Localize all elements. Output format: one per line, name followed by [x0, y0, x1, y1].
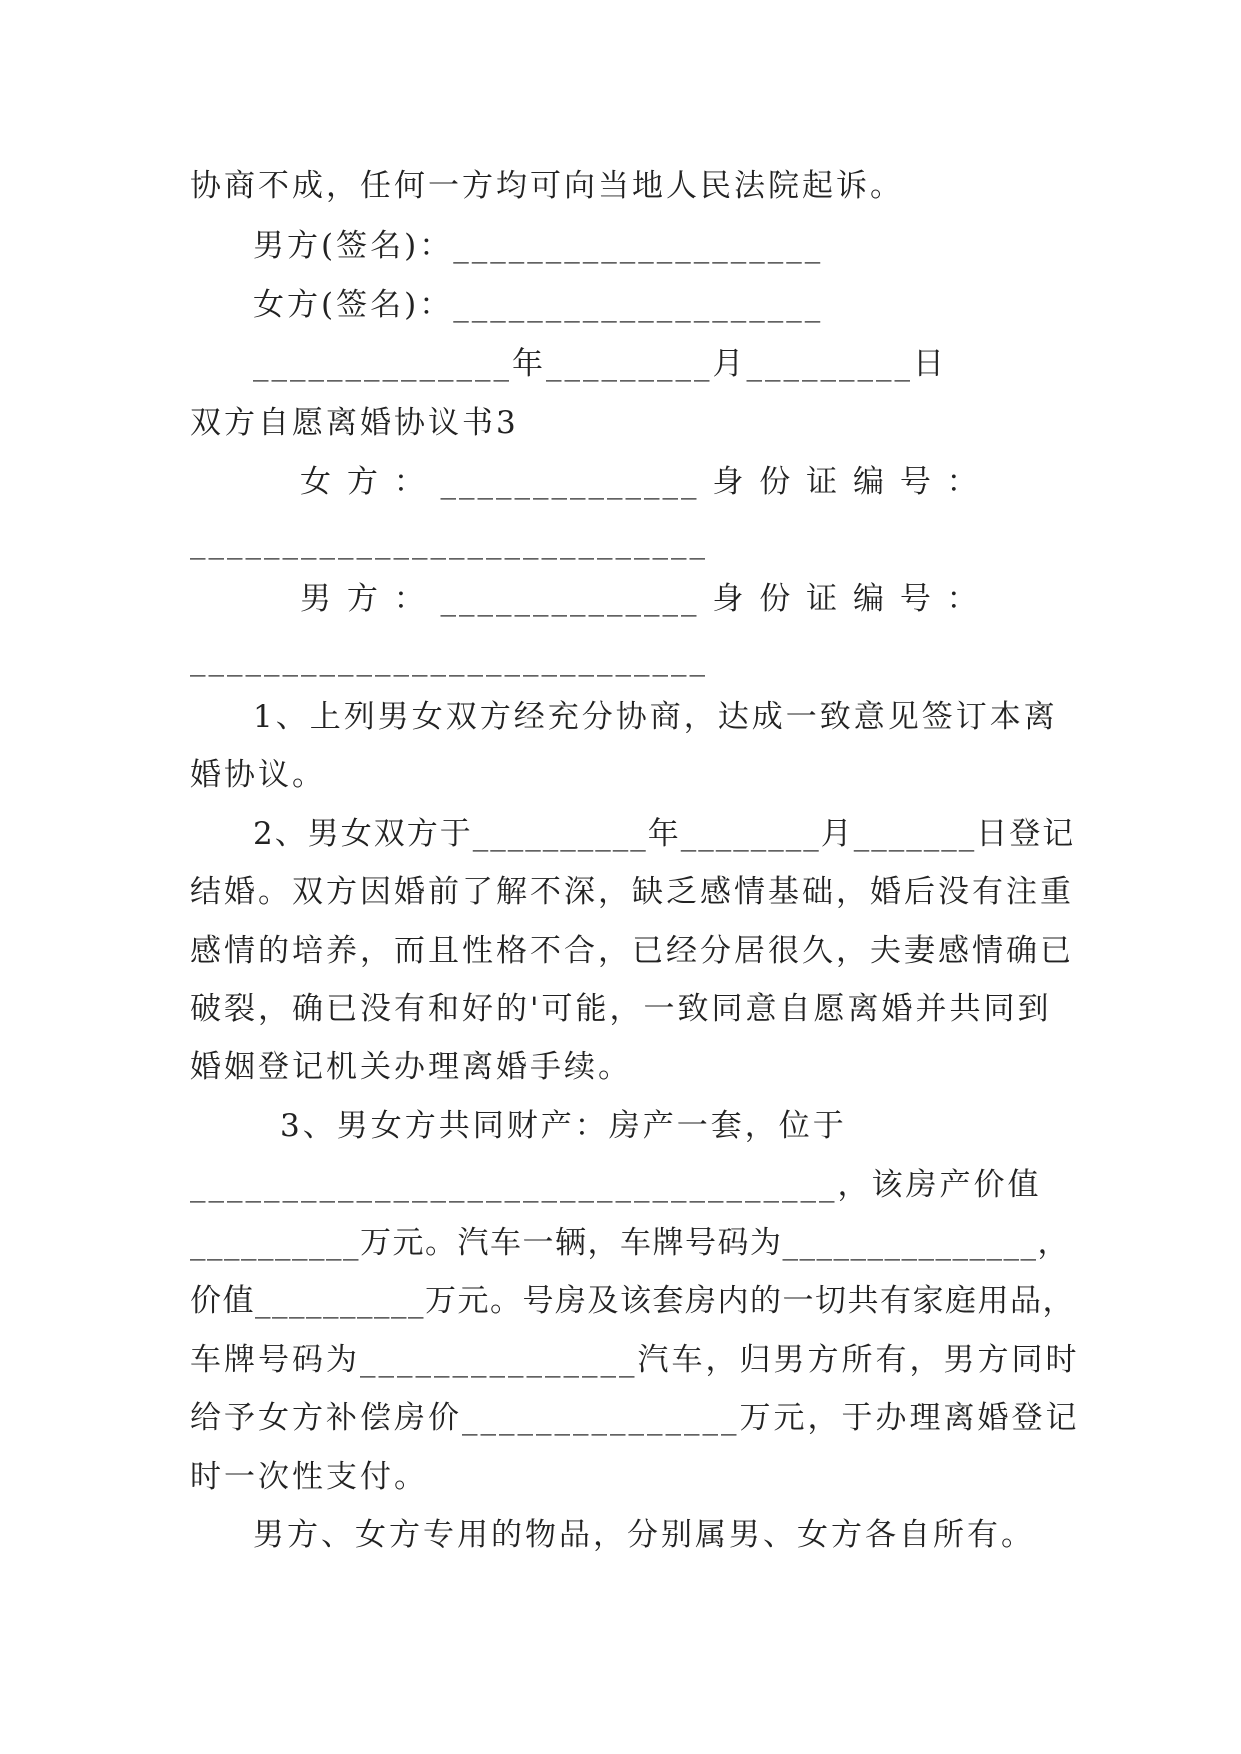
male-id-line: 男 方 ： ______________ 身 份 证 编 号 ： — [300, 581, 981, 617]
clause-3: 3、男女方共同财产：房产一套，位于 — [280, 1108, 847, 1144]
clause-1-cont: 婚协议。 — [190, 757, 326, 793]
clause-2-cont: 结婚。双方因婚前了解不深，缺乏感情基础，婚后没有注重 — [190, 874, 1074, 910]
male-id-blank: ____________________________ — [190, 641, 708, 677]
clause-3-cont: 给予女方补偿房价_______________万元，于办理离婚登记 — [190, 1400, 1080, 1436]
female-id-blank: ____________________________ — [190, 524, 708, 560]
clause-2-cont: 婚姻登记机关办理离婚手续。 — [190, 1049, 632, 1085]
female-signature-line: 女方(签名)：____________________ — [253, 287, 824, 323]
clause-1: 1、上列男女双方经充分协商，达成一致意见签订本离 — [253, 699, 1058, 735]
text-line: 协商不成，任何一方均可向当地人民法院起诉。 — [190, 168, 904, 204]
clause-2: 2、男女双方于__________年________月_______日登记 — [253, 816, 1076, 852]
clause-3-cont: 价值__________万元。号房及该套房内的一切共有家庭用品， — [190, 1283, 1075, 1319]
female-id-line: 女 方 ： ______________ 身 份 证 编 号 ： — [300, 464, 981, 500]
male-signature-line: 男方(签名)：____________________ — [253, 228, 824, 264]
clause-3-cont: 时一次性支付。 — [190, 1459, 428, 1495]
clause-2-cont: 感情的培养，而且性格不合，已经分居很久，夫妻感情确已 — [190, 933, 1074, 969]
section-title: 双方自愿离婚协议书3 — [190, 405, 519, 441]
clause-3-cont: __________万元。汽车一辆，车牌号码为_______________， — [190, 1225, 1070, 1261]
date-line: ______________年_________月_________日 — [253, 346, 947, 382]
clause-3-cont: ___________________________________，该房产价值 — [190, 1167, 1042, 1203]
personal-items-clause: 男方、女方专用的物品，分别属男、女方各自所有。 — [253, 1517, 1035, 1553]
clause-2-cont: 破裂，确已没有和好的'可能，一致同意自愿离婚并共同到 — [190, 991, 1052, 1027]
clause-3-cont: 车牌号码为_______________汽车，归男方所有，男方同时 — [190, 1342, 1080, 1378]
